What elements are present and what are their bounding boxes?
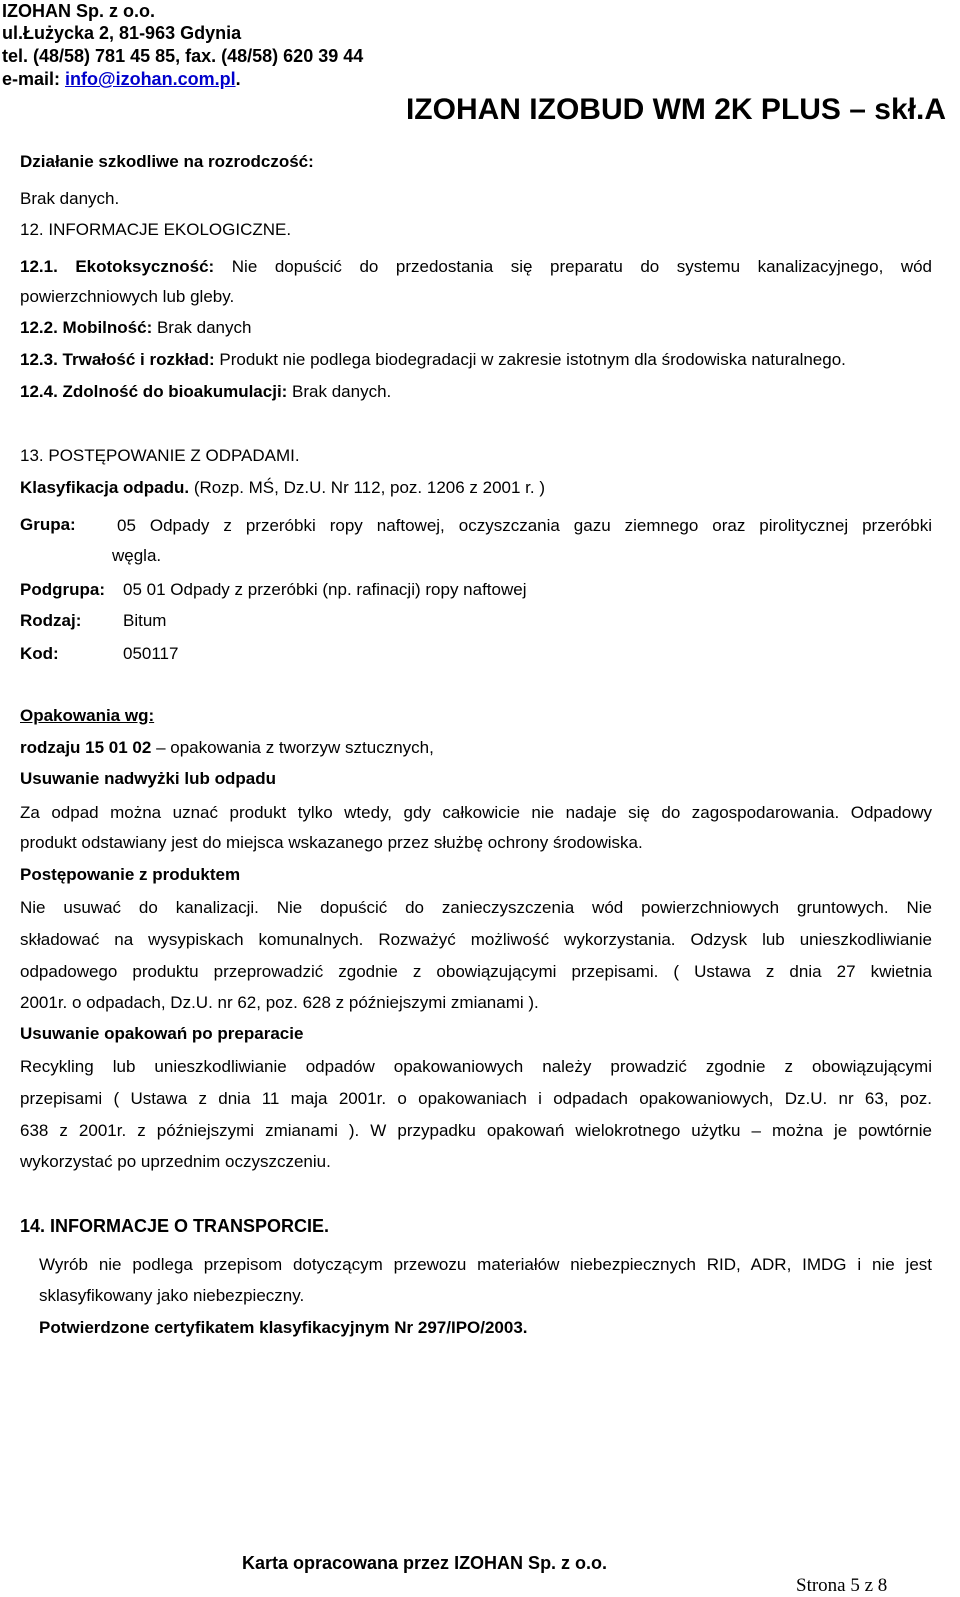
s12-2-label: 12.2. Mobilność:	[20, 318, 153, 337]
company-email-line	[2, 68, 241, 90]
usuwanie-title: Usuwanie nadwyżki lub odpadu	[20, 769, 276, 788]
s12-4-label: 12.4. Zdolność do bioakumulacji:	[20, 382, 288, 401]
footer-prepared-by: Karta opracowana przez IZOHAN Sp. z o.o.	[242, 1553, 608, 1573]
opakowania-label: rodzaju 15 01 02	[20, 738, 152, 757]
usuwanie-text-2: produkt odstawiany jest do miejsca wskazanego przez służbę ochrony środowiska.	[20, 833, 643, 852]
s12-1-text: Nie dopuścić do przedostania się preparatu do systemu kanalizacyjnego, wód	[231, 257, 933, 276]
podgrupa-label: Podgrupa:	[20, 580, 105, 599]
grupa-text-cont: węgla.	[112, 546, 162, 565]
s12-3-line	[20, 350, 846, 370]
usuwanie-opakowan-text-1: Recykling lub unieszkodliwianie odpadów opakowaniowych należy prowadzić zgodnie z obowiązującymi	[20, 1057, 932, 1076]
company-phone: tel. (48/58) 781 45 85, fax. (48/58) 620 39 44	[2, 46, 364, 66]
company-address: ul.Łużycka 2, 81-963 Gdynia	[2, 23, 242, 43]
opakowania-title: Opakowania wg:	[20, 706, 155, 725]
section-14-title: 14. INFORMACJE O TRANSPORCIE.	[20, 1216, 330, 1236]
postepowanie-title: Postępowanie z produktem	[20, 865, 241, 884]
repro-text: Brak danych.	[20, 189, 120, 208]
section-12-title: 12. INFORMACJE EKOLOGICZNE.	[20, 220, 292, 239]
grupa-label: Grupa:	[20, 515, 76, 534]
s12-2-line	[20, 318, 251, 338]
email-suffix: .	[235, 69, 241, 89]
postepowanie-text-3: odpadowego produktu przeprowadzić zgodnie z obowiązującymi przepisami. ( Ustawa z dnia 27 kwietnia	[20, 962, 932, 981]
s12-1-line	[20, 256, 932, 278]
s12-1-label: 12.1. Ekotoksyczność:	[20, 257, 215, 276]
s12-4-text: Brak danych.	[287, 382, 392, 401]
email-label: e-mail:	[2, 69, 66, 89]
opakowania-line	[20, 738, 434, 758]
transport-text-2: sklasyfikowany jako niebezpieczny.	[39, 1286, 305, 1305]
kod-text: 050117	[123, 644, 179, 663]
usuwanie-opakowan-text-2: przepisami ( Ustawa z dnia 11 maja 2001r. o opakowaniach i odpadach opakowaniowych, Dz.U. nr 63, poz.	[20, 1089, 932, 1108]
s12-3-label: 12.3. Trwałość i rozkład:	[20, 350, 215, 369]
usuwanie-opakowan-text-4: wykorzystać po uprzednim oczyszczeniu.	[20, 1152, 331, 1171]
klasyfikacja-label: Klasyfikacja odpadu.	[20, 478, 190, 497]
postepowanie-text-2: składować na wysypiskach komunalnych. Rozważyć możliwość wykorzystania. Odzysk lub unieszkodliwianie	[20, 930, 932, 949]
grupa-text: 05 Odpady z przeróbki ropy naftowej, oczyszczania gazu ziemnego oraz pirolitycznej przeróbki	[117, 516, 932, 535]
rodzaj-text: Bitum	[123, 611, 167, 630]
s12-3-text: Produkt nie podlega biodegradacji w zakresie istotnym dla środowiska naturalnego.	[214, 350, 846, 369]
transport-text-1: Wyrób nie podlega przepisom dotyczącym przewozu materiałów niebezpiecznych RID, ADR, IMDG i nie jest	[39, 1255, 932, 1274]
klasyfikacja-text: (Rozp. MŚ, Dz.U. Nr 112, poz. 1206 z 2001 r. )	[189, 478, 546, 497]
usuwanie-opakowan-title: Usuwanie opakowań po preparacie	[20, 1024, 304, 1043]
transport-certificate: Potwierdzone certyfikatem klasyfikacyjnym Nr 297/IPO/2003.	[39, 1318, 528, 1337]
rodzaj-label: Rodzaj:	[20, 611, 82, 630]
usuwanie-text-1: Za odpad można uznać produkt tylko wtedy, gdy całkowicie nie nadaje się do zagospodarowania. Odpadowy	[20, 803, 932, 822]
s12-1-text-cont: powierzchniowych lub gleby.	[20, 287, 235, 306]
company-name: IZOHAN Sp. z o.o.	[2, 1, 155, 21]
s12-4-line	[20, 382, 391, 402]
usuwanie-opakowan-text-3: 638 z 2001r. z późniejszymi zmianami ). W przypadku opakowań wielokrotnego użytku – można je powtórnie	[20, 1121, 932, 1140]
postepowanie-text-4: 2001r. o odpadach, Dz.U. nr 62, poz. 628 z późniejszymi zmianami ).	[20, 993, 539, 1012]
section-13-title: 13. POSTĘPOWANIE Z ODPADAMI.	[20, 446, 300, 465]
klasyfikacja-line	[20, 478, 545, 498]
page-number: Strona 5 z 8	[796, 1575, 888, 1596]
opakowania-text: – opakowania z tworzyw sztucznych,	[151, 738, 434, 757]
product-title: IZOHAN IZOBUD WM 2K PLUS – skł.A	[405, 93, 946, 126]
kod-label: Kod:	[20, 644, 59, 663]
postepowanie-text-1: Nie usuwać do kanalizacji. Nie dopuścić do zanieczyszczenia wód powierzchniowych gruntowych. Nie	[20, 898, 932, 917]
s12-2-text: Brak danych	[152, 318, 252, 337]
podgrupa-text: 05 01 Odpady z przeróbki (np. rafinacji) ropy naftowej	[123, 580, 527, 599]
email-link[interactable]: info@izohan.com.pl	[65, 69, 236, 89]
repro-title: Działanie szkodliwe na rozrodczość:	[20, 152, 314, 171]
